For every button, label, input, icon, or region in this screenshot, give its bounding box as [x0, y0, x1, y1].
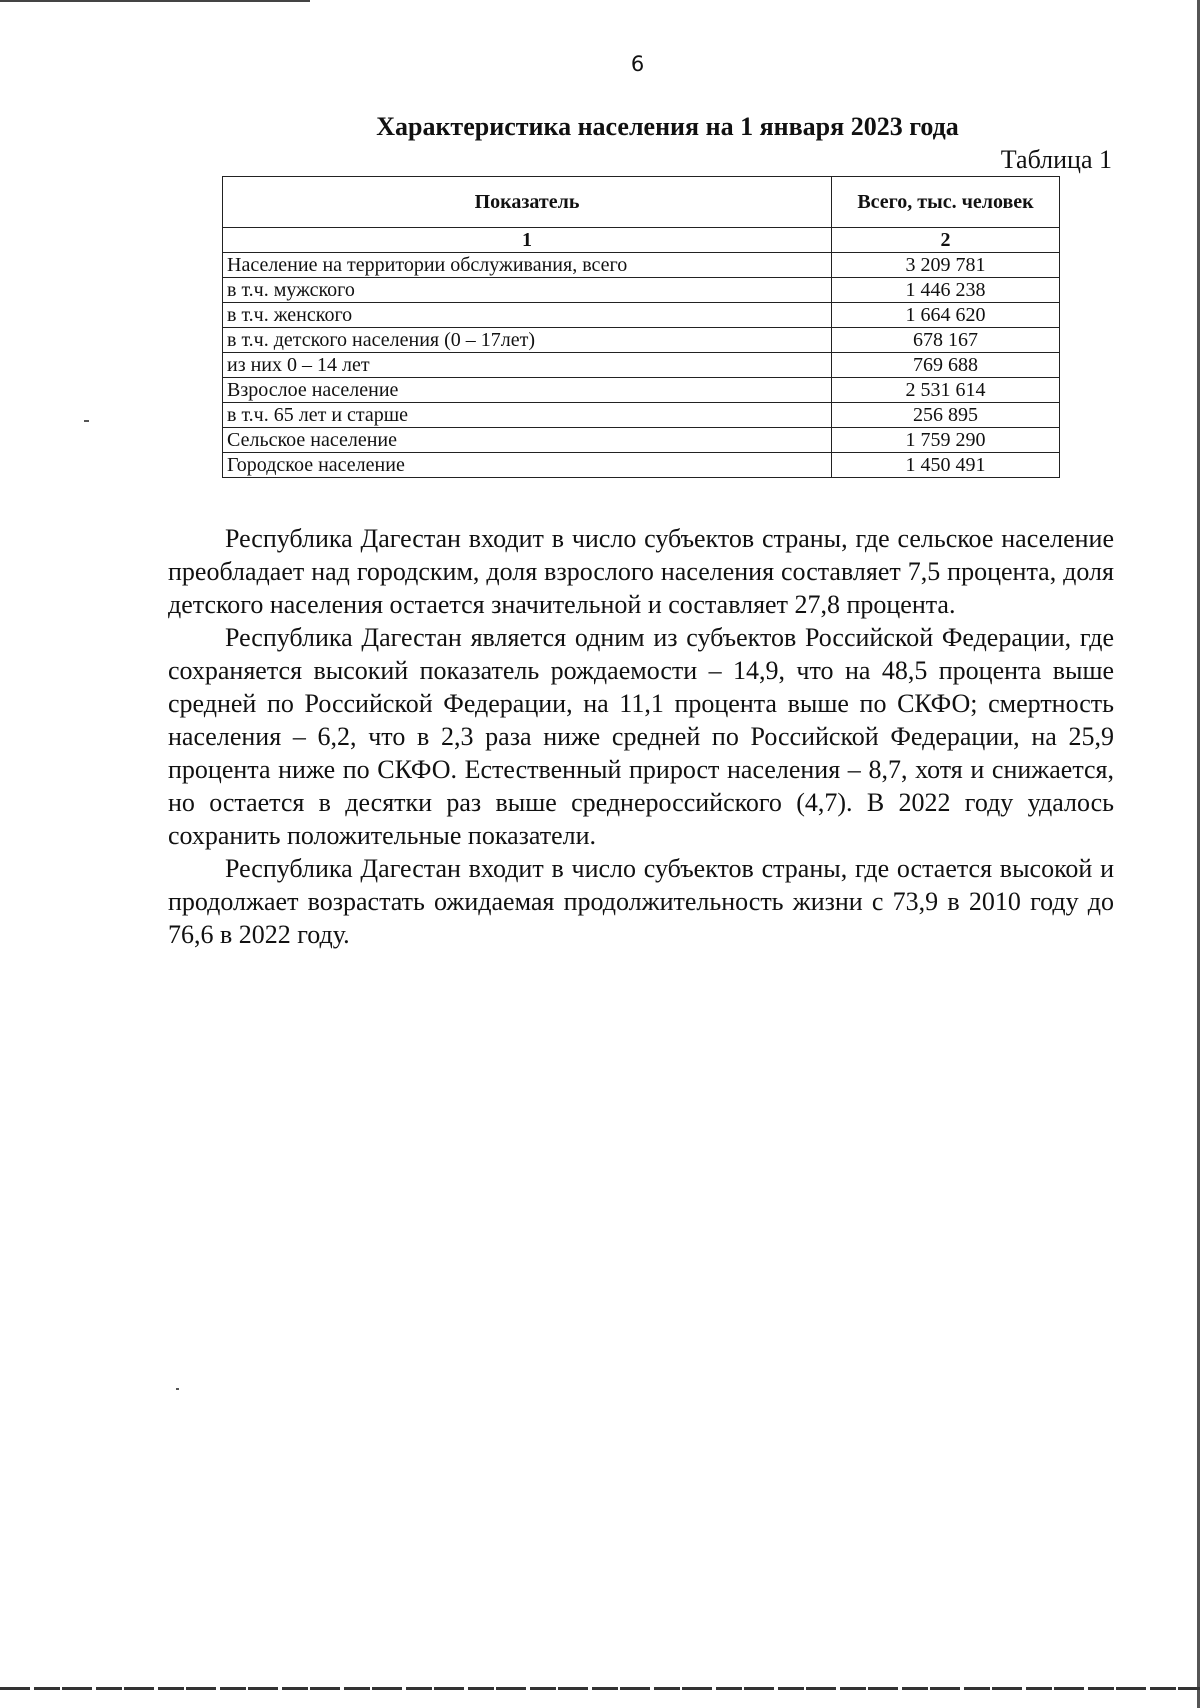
column-number-2: 2: [832, 228, 1060, 253]
table-row: [223, 278, 1060, 303]
row-value: 678 167: [832, 328, 1060, 353]
row-indicator: Городское население: [223, 453, 832, 478]
scan-edge-top: [0, 0, 310, 2]
row-indicator: из них 0 – 14 лет: [223, 353, 832, 378]
row-indicator: в т.ч. мужского: [223, 278, 832, 303]
row-value: 3 209 781: [832, 253, 1060, 278]
row-indicator: в т.ч. женского: [223, 303, 832, 328]
table-row: [223, 378, 1060, 403]
table-row: [223, 303, 1060, 328]
table-row: [223, 353, 1060, 378]
row-value: 769 688: [832, 353, 1060, 378]
table-row: [223, 403, 1060, 428]
page-number: 6: [630, 52, 645, 76]
row-indicator: в т.ч. 65 лет и старше: [223, 403, 832, 428]
row-value: 1 450 491: [832, 453, 1060, 478]
row-value: 2 531 614: [832, 378, 1060, 403]
table-row: [223, 453, 1060, 478]
table-header-row: [223, 177, 1060, 228]
header-indicator: Показатель: [223, 177, 832, 228]
table-row: [223, 428, 1060, 453]
row-value: 256 895: [832, 403, 1060, 428]
row-value: 1 446 238: [832, 278, 1060, 303]
row-indicator: в т.ч. детского населения (0 – 17лет): [223, 328, 832, 353]
row-value: 1 759 290: [832, 428, 1060, 453]
paragraph-birth-rate: Республика Дагестан является одним из субъектов Российской Федерации, где сохраняется высокий показатель рождаемости – 14,9, что на 48,5 процента выше средней по Российской Федерации, на 11,1 процента выше по СКФО; смертность населения – 6,2, что в 2,3 раза ниже средней по Российской Федерации, на 25,9 процента ниже по СКФО. Естественный прирост населения – 8,7, хотя и снижается, но остается в десятки раз выше среднероссийского (4,7). В 2022 году удалось сохранить положительные показатели.: [168, 623, 1114, 850]
row-value: 1 664 620: [832, 303, 1060, 328]
scan-speck: [176, 1388, 179, 1390]
column-number-row: [223, 228, 1060, 253]
body-text: [168, 522, 1114, 951]
row-indicator: Взрослое население: [223, 378, 832, 403]
document-title: Характеристика населения на 1 января 2023 года: [376, 112, 959, 141]
row-indicator: Население на территории обслуживания, всего: [223, 253, 832, 278]
table-label: Таблица 1: [1000, 145, 1112, 174]
population-table: [222, 176, 1060, 478]
scan-edge-bottom: [0, 1687, 1200, 1690]
header-total: Всего, тыс. человек: [832, 177, 1060, 228]
row-indicator: Сельское население: [223, 428, 832, 453]
table-row: [223, 328, 1060, 353]
scan-speck: [84, 420, 89, 422]
column-number-1: 1: [223, 228, 832, 253]
table-row: [223, 253, 1060, 278]
paragraph-life-expectancy: Республика Дагестан входит в число субъектов страны, где остается высокой и продолжает возрастать ожидаемая продолжительность жизни с 73,9 в 2010 году до 76,6 в 2022 году.: [168, 854, 1114, 949]
paragraph-rural-population: Республика Дагестан входит в число субъектов страны, где сельское население преобладает над городским, доля взрослого населения составляет 7,5 процента, доля детского населения остается значительной и составляет 27,8 процента.: [168, 524, 1114, 619]
